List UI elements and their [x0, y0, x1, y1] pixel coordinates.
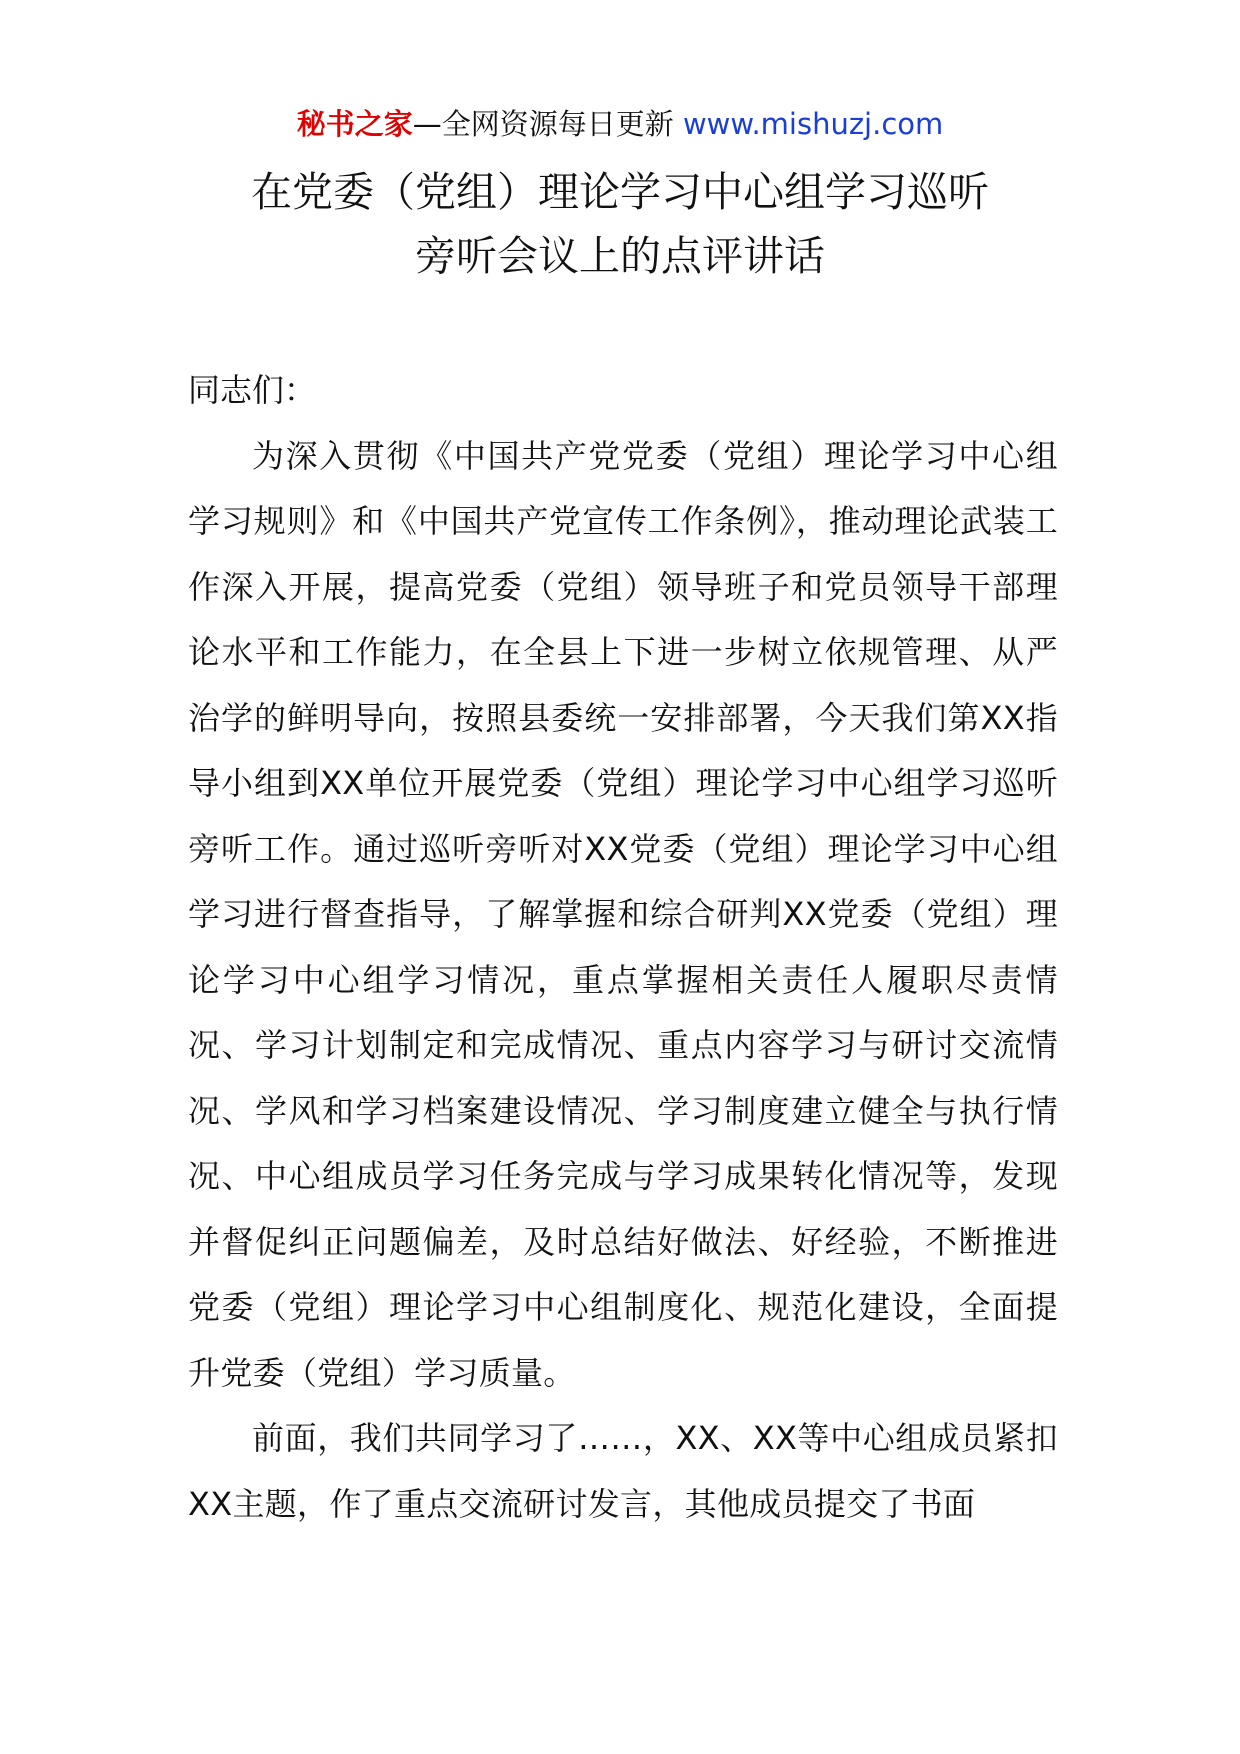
site-url-link[interactable]: www.mishuzj.com	[682, 107, 944, 141]
paragraph-2: 前面，我们共同学习了……，XX、XX等中心组成员紧扣XX主题，作了重点交流研讨发言，其他成员提交了书面	[188, 1419, 1058, 1523]
document-title	[150, 160, 1090, 288]
paragraph-1: 为深入贯彻《中国共产党党委（党组）理论学习中心组学习规则》和《中国共产党宣传工作条例》，推动理论武装工作深入开展，提高党委（党组）领导班子和党员领导干部理论水平和工作能力，在全县上下进一步树立依规管理、从严治学的鲜明导向，按照县委统一安排部署，今天我们第XX指导小组到XX单位开展党委（党组）理论学习中心组学习巡听旁听工作。通过巡听旁听对XX党委（党组）理论学习中心组学习进行督查指导，了解掌握和综合研判XX党委（党组）理论学习中心组学习情况，重点掌握相关责任人履职尽责情况、学习计划制定和完成情况、重点内容学习与研讨交流情况、学风和学习档案建设情况、学习制度建立健全与执行情况、中心组成员学习任务完成与学习成果转化情况等，发现并督促纠正问题偏差，及时总结好做法、好经验，不断推进党委（党组）理论学习中心组制度化、规范化建设，全面提升党委（党组）学习质量。	[188, 436, 1058, 1392]
document-body	[188, 358, 1058, 1537]
title-line-1: 在党委（党组）理论学习中心组学习巡听	[251, 168, 989, 216]
site-header	[0, 100, 1240, 148]
header-tagline: —全网资源每日更新	[412, 107, 683, 141]
title-line-2: 旁听会议上的点评讲话	[415, 232, 825, 280]
brand-name: 秘书之家	[296, 107, 413, 141]
salutation: 同志们：	[188, 371, 317, 409]
